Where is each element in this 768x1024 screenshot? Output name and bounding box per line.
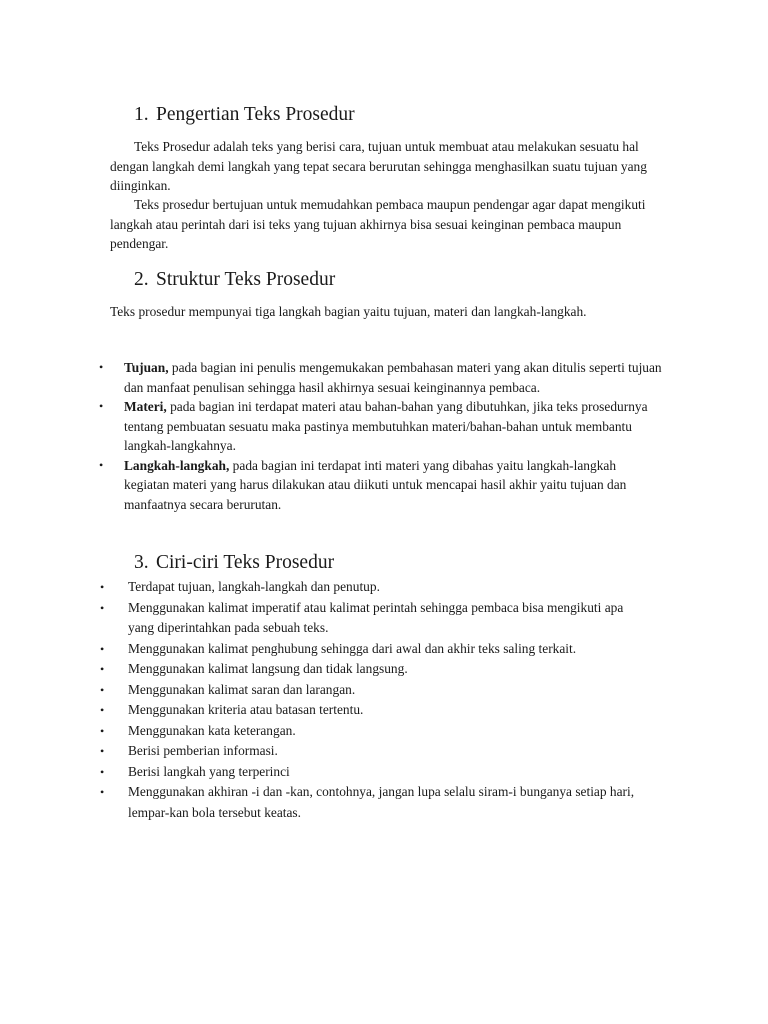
list-item-text: Menggunakan akhiran -i dan -kan, contohnya, jangan lupa selalu siram-i bunganya setiap hari, lempar-kan bola tersebut keatas.	[128, 784, 635, 820]
bullet-icon: •	[100, 723, 105, 738]
list-item	[0, 659, 768, 680]
list-item	[0, 741, 768, 762]
section-1-paragraph-1	[110, 137, 670, 196]
section-2-intro: Teks prosedur mempunyai tiga langkah bagian yaitu tujuan, materi dan langkah-langkah.	[110, 304, 587, 319]
list-item-text: Berisi pemberian informasi.	[128, 743, 278, 758]
section-2-number: 2.	[134, 269, 149, 290]
section-1-heading	[134, 103, 355, 127]
list-item-term: Tujuan,	[124, 360, 169, 375]
list-item	[0, 397, 768, 456]
list-item-text: Berisi langkah yang terperinci	[128, 763, 290, 779]
section-3-title: Ciri-ciri Teks Prosedur	[156, 552, 335, 573]
section-3-list	[0, 577, 768, 823]
list-item-text: Menggunakan kalimat imperatif atau kalimat perintah sehingga pembaca bisa mengikuti apa yang diperintahkan pada sebuah teks.	[128, 599, 624, 635]
list-item-term: Langkah-langkah,	[124, 457, 230, 473]
list-item-text: Menggunakan kriteria atau batasan tertentu.	[128, 702, 364, 717]
list-item-text: Menggunakan kata keterangan.	[128, 722, 296, 738]
section-1-paragraph-1-text: Teks Prosedur adalah teks yang berisi cara, tujuan untuk membuat atau melakukan sesuatu hal dengan langkah demi langkah yang tepat secara berurutan sehingga menghasilkan suatu tujuan yang diinginkan.	[110, 139, 647, 193]
bullet-icon: •	[100, 703, 105, 717]
list-item	[0, 762, 768, 783]
list-item-term: Materi,	[124, 399, 167, 414]
bullet-icon: •	[100, 744, 105, 758]
list-item	[0, 782, 768, 823]
list-item-text: Menggunakan kalimat saran dan larangan.	[128, 681, 356, 697]
bullet-icon: •	[99, 457, 104, 472]
bullet-icon: •	[100, 662, 105, 676]
list-item	[0, 639, 768, 660]
bullet-icon: •	[100, 580, 105, 594]
section-3-heading	[134, 551, 334, 575]
section-2-title: Struktur Teks Prosedur	[156, 269, 336, 290]
bullet-icon: •	[100, 764, 105, 779]
section-1-title: Pengertian Teks Prosedur	[156, 104, 355, 125]
list-item	[0, 456, 768, 515]
list-item	[0, 598, 768, 639]
list-item-text: Menggunakan kalimat langsung dan tidak langsung.	[128, 661, 408, 676]
list-item	[0, 680, 768, 701]
bullet-icon: •	[99, 399, 104, 413]
section-2-list	[0, 358, 768, 514]
list-item-text: pada bagian ini terdapat materi atau bahan-bahan yang dibutuhkan, jika teks prosedurnya tentang pembuatan sesuatu maka pastinya membutuhkan materi/bahan-bahan untuk membantu langkah-langkahnya.	[124, 399, 648, 453]
section-2-heading	[134, 268, 335, 292]
bullet-icon: •	[100, 641, 105, 656]
section-3-number: 3.	[134, 552, 149, 573]
bullet-icon: •	[100, 785, 105, 799]
list-item	[0, 577, 768, 598]
list-item	[0, 358, 768, 397]
section-1-number: 1.	[134, 104, 149, 125]
bullet-icon: •	[100, 600, 105, 615]
bullet-icon: •	[100, 682, 105, 697]
list-item-text: Terdapat tujuan, langkah-langkah dan penutup.	[128, 579, 380, 594]
section-1-paragraph-2-text: Teks prosedur bertujuan untuk memudahkan pembaca maupun pendengar agar dapat mengikuti langkah atau perintah dari isi teks yang tujuan akhirnya bisa sesuai keinginan pembaca maupun pendengar.	[110, 197, 646, 251]
list-item-text: Menggunakan kalimat penghubung sehingga dari awal dan akhir teks saling terkait.	[128, 640, 577, 656]
list-item-text: pada bagian ini terdapat inti materi yang dibahas yaitu langkah-langkah kegiatan materi yang harus dilakukan atau diikuti untuk mencapai hasil akhir yaitu tujuan dan manfaatnya secara berurutan.	[124, 457, 627, 512]
list-item-text: pada bagian ini penulis mengemukakan pembahasan materi yang akan ditulis seperti tujuan dan manfaat penulisan sehingga hasil akhirnya sesuai keinginannya pembaca.	[124, 360, 662, 395]
section-1-paragraph-2	[110, 195, 670, 254]
list-item	[0, 721, 768, 742]
list-item	[0, 700, 768, 721]
bullet-icon: •	[99, 360, 104, 374]
